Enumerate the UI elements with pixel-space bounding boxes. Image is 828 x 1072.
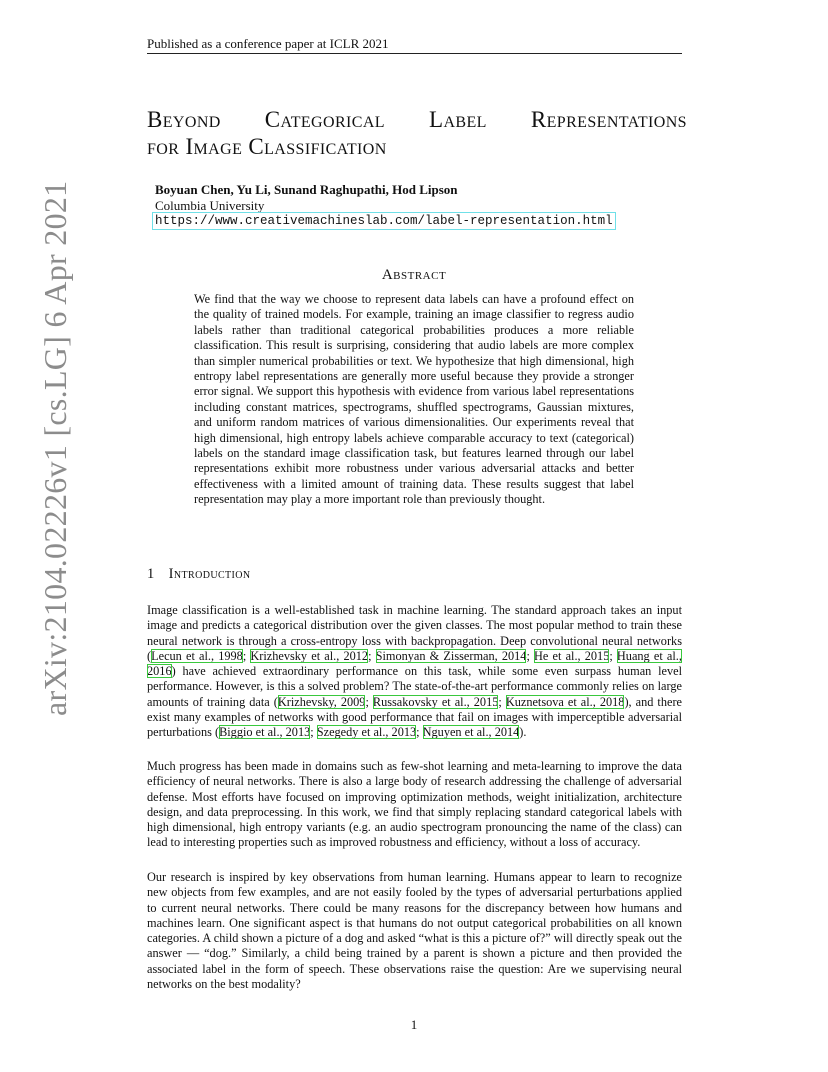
citation-link[interactable]: Russakovsky et al., 2015 — [372, 694, 499, 709]
paragraph-text: ) have achieved extraordinary performance on this task, while some even surpass human level performance. However, is this a solved problem? The state-of-the-art performance commonly relies on large amounts of training data ( — [147, 664, 682, 709]
citation-link[interactable]: Nguyen et al., 2014 — [422, 725, 520, 740]
header-rule — [147, 53, 682, 54]
project-url-link[interactable]: https://www.creativemachineslab.com/label-representation.html — [152, 212, 616, 230]
abstract-heading: Abstract — [381, 267, 447, 283]
title-word: Representations — [530, 107, 687, 132]
intro-paragraph-3: Our research is inspired by key observations from human learning. Humans appear to learn to recognize new objects from few examples, and are not easily fooled by the types of adversarial perturbations applied to current neural networks. There could be many reasons for the discrepancy between how humans and machines learn. One significant aspect is that humans do not output categorical probabilities on all known categories. A child shown a picture of a dog and asked “what is this a picture of?” will directly speak out the answer — “dog.” Similarly, a child being trained by a parent is shown a picture and then provided the associated label in the form of speech. These observations raise the question: Are we supervising neural networks on the best modality? — [147, 870, 682, 992]
paragraph-text: Image classification is a well-established task in machine learning. The standard approach takes an input image and predicts a categorical distribution over the given classes. The most popular method to train these neural network is through a cross-entropy loss with backpropagation. Deep convolutional neural networks ( — [147, 603, 682, 663]
title-word: Categorical — [264, 107, 385, 132]
authors: Boyuan Chen, Yu Li, Sunand Raghupathi, Hod Lipson — [155, 182, 458, 197]
intro-paragraph-1: Image classification is a well-established task in machine learning. The standard approach takes an input image and predicts a categorical distribution over the given classes. The most popular method to train these neural network is through a cross-entropy loss with backpropagation. Deep convolutional neural networks (Lecun et al., 1998; Krizhevsky et al., 2012; Simonyan & Zisserman, 2014; He et al., 2015; Huang et al., 2016) have achieved extraordinary performance on this task, while some even surpass human level performance. However, is this a solved problem? The state-of-the-art performance commonly relies on large amounts of training data (Krizhevsky, 2009; Russakovsky et al., 2015; Kuznetsova et al., 2018), and there exist many examples of networks with good performance that fail on images with imperceptible adversarial perturbations (Biggio et al., 2013; Szegedy et al., 2013; Nguyen et al., 2014). — [147, 603, 683, 740]
citation-link[interactable]: Biggio et al., 2013 — [219, 725, 311, 740]
page-number: 1 — [410, 1017, 418, 1032]
intro-paragraph-2: Much progress has been made in domains such as few-shot learning and meta-learning to improve the data efficiency of neural networks. There is also a large body of research addressing the challenge of adversarial defense. Most efforts have focused on improving optimization methods, weight initialization, architecture design, and data preprocessing. In this work, we find that simply replacing standard categorical labels with high dimensional, high entropy variants (e.g. an audio spectrogram pronouncing the name of the class) can lead to interesting properties such as improved robustness and efficiency, without a loss of accuracy. — [147, 759, 682, 850]
citation-link[interactable]: Kuznetsova et al., 2018 — [505, 694, 625, 709]
paragraph-text: ). — [519, 725, 527, 740]
section-number: 1 — [147, 566, 155, 582]
abstract-body: We find that the way we choose to represent data labels can have a profound effect on the quality of trained models. For example, training an image classifier to regress audio labels rather than traditional categorical probabilities produces a more reliable classification. This result is surprising, considering that audio labels are more complex than simpler numerical probabilities or text. We hypothesize that high dimensional, high entropy label representations are generally more useful because they provide a stronger error signal. We support this hypothesis with evidence from various label representations including constant matrices, spectrograms, shuffled spectrograms, Gaussian mixtures, and uniform random matrices of various dimensionalities. Our experiments reveal that high dimensional, high entropy labels achieve comparable accuracy to text (categorical) labels on the standard image classification task, but features learned through our label representations exhibit more robustness under various adversarial attacks and better effectiveness with a limited amount of training data. These results suggest that label representation may play a more important role than previously thought. — [194, 292, 634, 507]
running-header: Published as a conference paper at ICLR 2021 — [147, 36, 389, 51]
citation-link[interactable]: Lecun et al., 1998 — [151, 648, 243, 663]
citation-link[interactable]: Krizhevsky et al., 2012 — [250, 648, 369, 663]
section-title: Introduction — [168, 566, 251, 582]
arxiv-stamp: arXiv:2104.02226v1 [cs.LG] 6 Apr 2021 — [37, 180, 73, 716]
affiliation: Columbia University — [155, 198, 265, 213]
citation-link[interactable]: Krizhevsky, 2009 — [277, 694, 366, 709]
title-line-2: for Image Classification — [147, 134, 387, 159]
citation-link[interactable]: Huang et al., 2016 — [147, 648, 682, 679]
paragraph-text: ), and there exist many examples of networks with good performance that fail on images with imperceptible adversarial perturbations ( — [147, 694, 683, 740]
citation-link[interactable]: Simonyan & Zisserman, 2014 — [375, 648, 527, 663]
title-word: Label — [429, 107, 487, 132]
paper-title — [147, 106, 687, 160]
citation-link[interactable]: Szegedy et al., 2013 — [316, 725, 417, 740]
title-word: Beyond — [147, 107, 221, 132]
citation-link[interactable]: He et al., 2015 — [534, 648, 610, 663]
section-heading — [147, 566, 251, 583]
